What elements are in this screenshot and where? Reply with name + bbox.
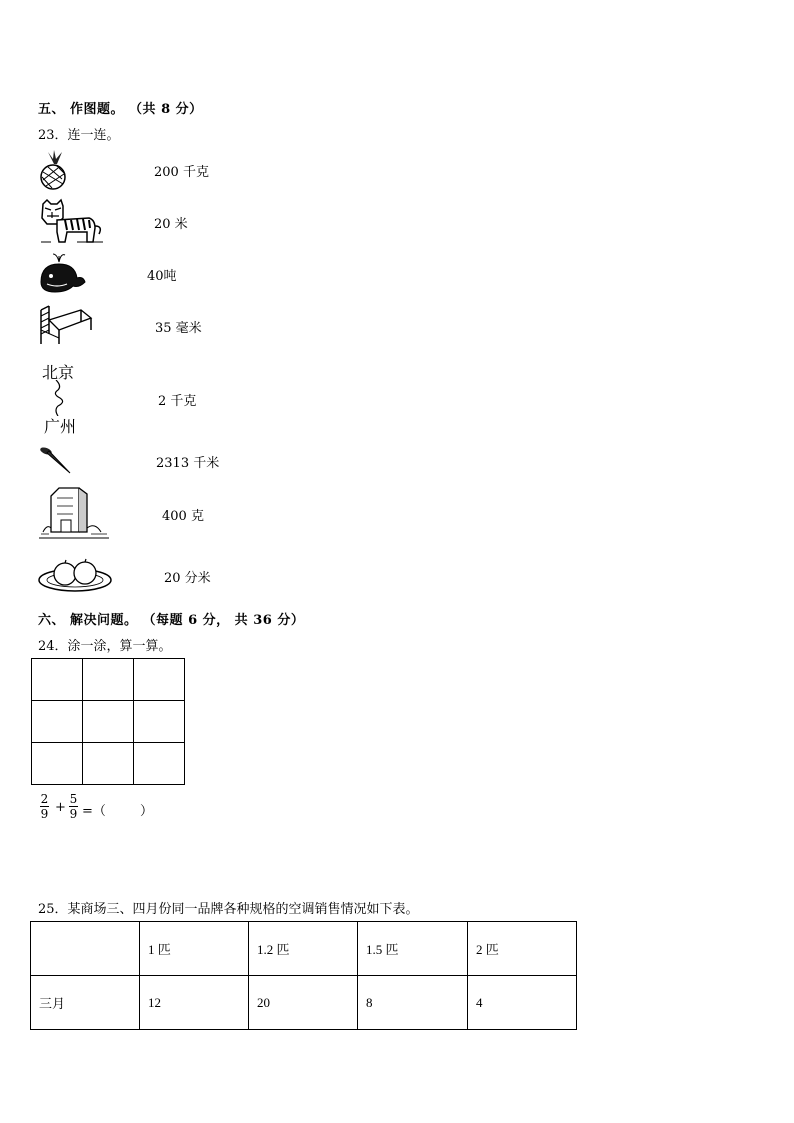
- measure-label: 400 克: [162, 509, 204, 524]
- header-cell: 1 匹: [140, 922, 249, 976]
- grid-cell[interactable]: [134, 701, 185, 743]
- question-25-title: 25．某商场三、四月份同一品牌各种规格的空调销售情况如下表。: [38, 902, 419, 917]
- close-paren: ）: [140, 804, 154, 819]
- bed-icon: [37, 300, 93, 346]
- whale-icon: [37, 252, 87, 294]
- value-cell: 4: [468, 976, 577, 1030]
- header-cell: 1.5 匹: [358, 922, 468, 976]
- grid-cell[interactable]: [134, 743, 185, 785]
- value-cell: 8: [358, 976, 468, 1030]
- measure-label: 200 千克: [154, 165, 209, 180]
- fraction-2-9: [40, 792, 49, 821]
- value-cell: 12: [140, 976, 249, 1030]
- grid-cell[interactable]: [32, 701, 83, 743]
- grid-cell[interactable]: [134, 659, 185, 701]
- pineapple-icon: [38, 150, 70, 190]
- sales-table: [30, 921, 577, 1030]
- section-6-title: 六、 解决问题。 （每题 6 分， 共 36 分）: [38, 613, 305, 628]
- row-label-cell: 三月: [31, 976, 140, 1030]
- grid-cell[interactable]: [32, 743, 83, 785]
- denominator: 9: [69, 807, 78, 821]
- measure-label: 2 千克: [158, 394, 197, 409]
- table-header-row: [31, 922, 577, 976]
- route-map-icon: [44, 380, 74, 416]
- map-label-guangzhou: 广州: [44, 417, 77, 436]
- fruit-plate-icon: [37, 556, 113, 594]
- numerator: 2: [40, 792, 49, 806]
- measure-label: 40吨: [147, 269, 177, 284]
- plus-sign: +: [55, 800, 66, 815]
- grid-cell[interactable]: [83, 701, 134, 743]
- map-label-beijing: 北京: [42, 363, 75, 382]
- building-icon: [37, 484, 111, 540]
- coloring-grid: [31, 658, 185, 785]
- tiger-icon: [37, 198, 103, 246]
- grid-cell[interactable]: [83, 659, 134, 701]
- table-row: [31, 976, 577, 1030]
- denominator: 9: [40, 807, 49, 821]
- nail-icon: [38, 445, 74, 475]
- equals-open-paren: =（: [82, 804, 106, 819]
- grid-cell[interactable]: [32, 659, 83, 701]
- fraction-5-9: [69, 792, 78, 821]
- header-cell: 1.2 匹: [249, 922, 358, 976]
- measure-label: 20 分米: [164, 571, 211, 586]
- grid-cell[interactable]: [83, 743, 134, 785]
- measure-label: 35 毫米: [155, 321, 202, 336]
- measure-label: 2313 千米: [156, 456, 220, 471]
- measure-label: 20 米: [154, 217, 188, 232]
- question-24-title: 24．涂一涂，算一算。: [38, 639, 172, 654]
- question-23-title: 23．连一连。: [38, 128, 120, 143]
- section-5-title: 五、 作图题。 （共 8 分）: [38, 102, 203, 117]
- header-cell: 2 匹: [468, 922, 577, 976]
- numerator: 5: [69, 792, 78, 806]
- value-cell: 20: [249, 976, 358, 1030]
- header-cell: [31, 922, 140, 976]
